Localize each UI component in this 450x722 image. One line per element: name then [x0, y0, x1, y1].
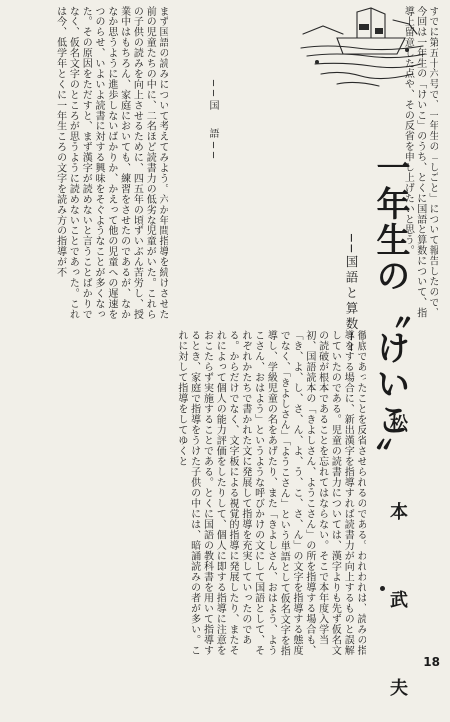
bullet-dot [380, 586, 385, 591]
page-number: 18 [423, 655, 440, 669]
intro-paragraph: すでに第五十六号で、一年生の「しごと」について報告したので、今回は一年生の「けいこ」のうち、とくに国語と算数について、指導上留意した点や、その反省を申し上げたいと思う。 [402, 6, 438, 318]
lower-paragraph: 徹底であったことを反省させられるのである。われわれは、読みの指導をする場合に、新出漢字を指導すれば読書力が向上するものと誤解していたのである。児童の読書力については、漢字よりも先ず仮名文の読破が根本であることを忘れてはならない。そこで本年度入学当初、国語読本の「きよしさん、ようこさん」の所を指導する場合も、「き、よ、し、さ、ん、よ、う、こ、さ、ん」の文字を指導する態度でなく、「きよしさん」「ようこさん」という単語として仮名文字を指導し、学級児童の名をあげたり、また「きよしさん、おはよう、ようこさん、おはよう」というような呼びかけの文にして国語として、それぞれかたちで書かれた文に発展して指導を充実していったのである。からだけでなく、文字板による視覚的指導に発展したり、またそれによって個人の能力評価をしたりして、個人に即する指導に注意をおこたらず実施することである。とくに国語の教科書を用いて指導するとき、家庭で指導をうけた子供の中には、暗誦読みの者が多い。これに対して指導をしてゆくと [175, 330, 366, 656]
article-title: 一年生の〝けいこ〟 [370, 150, 410, 474]
left-upper-paragraph: まず国語の読みについて考えてみよう。六か年間指導を続けさせた前の児童たちの中に、二名ほど読書力の低劣な児童がいた。これらの子供の読みを向上させるために、四五年の頃ずいぶん苦労し、授業中はもちろん、家庭においても、練習をさせたのであるが、なかなか思うように進歩しないばかりか、かえって他の児童への遅速をつのらせ、いよいよ読書に対する興味をそぐようなことが多くなった。その原因をただすと、まず漢字が読めないと言うことばかりでなく、仮名文字のところが思うように読めないことであった。これは今、低学年とくに一年生ころの文字を読み方の指導が不 [54, 6, 168, 320]
lower-text-block [6, 330, 366, 670]
author-name: 松 本 武 夫 [387, 414, 408, 722]
section-heading: ──国 語── [207, 80, 218, 163]
left-upper-text-block [6, 6, 168, 326]
article-subtitle: ──国語と算数── [344, 234, 359, 354]
